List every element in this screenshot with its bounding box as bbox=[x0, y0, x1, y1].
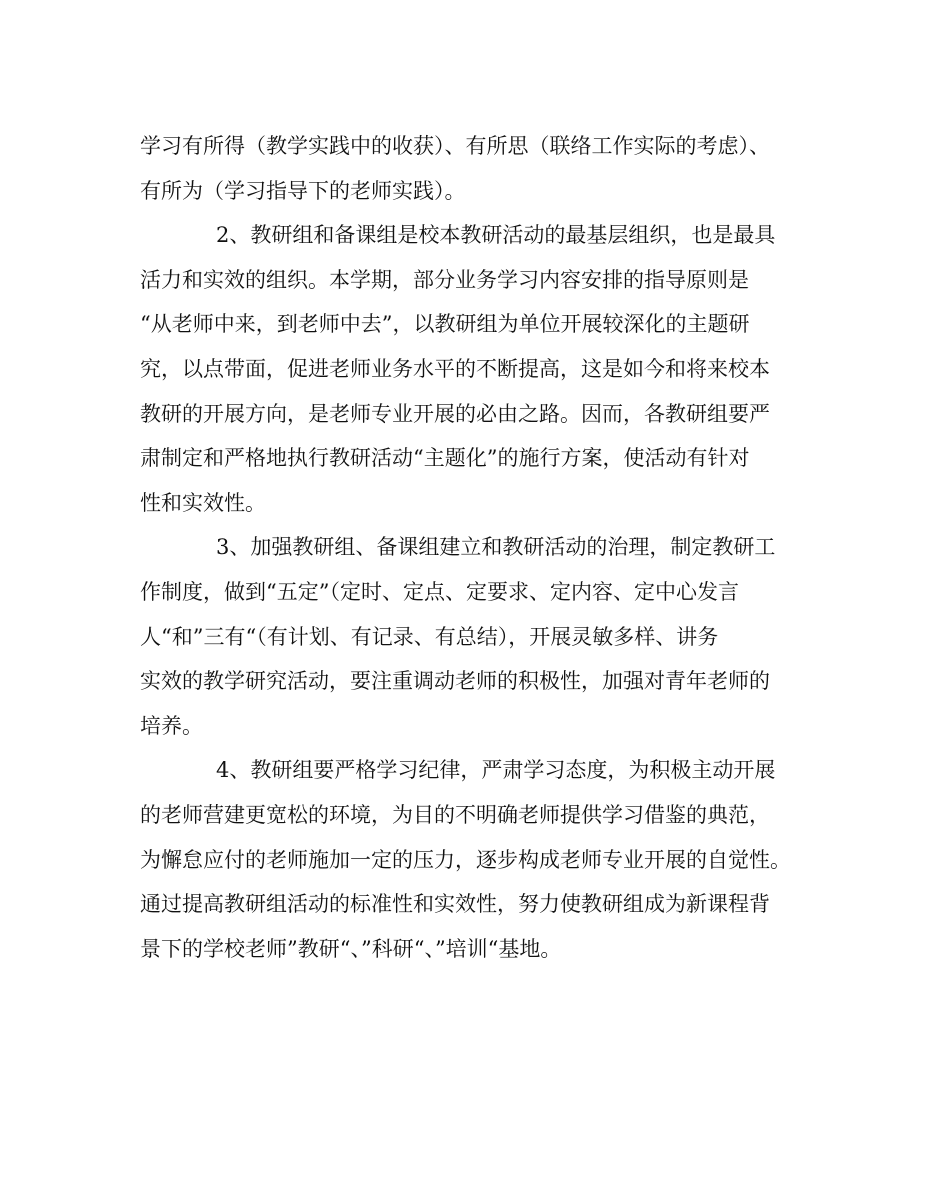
text-line: 究，以点带面，促进老师业务水平的不断提高，这是如今和将来校本 bbox=[140, 356, 770, 381]
text-line: 的老师营建更宽松的环境，为目的不明确老师提供学习借鉴的典范， bbox=[140, 802, 770, 827]
text-line: 4、教研组要严格学习纪律，严肃学习态度，为积极主动开展 bbox=[216, 758, 776, 783]
text-line: 2、教研组和备课组是校本教研活动的最基层组织，也是最具 bbox=[216, 223, 776, 248]
paragraph-4 bbox=[140, 748, 810, 971]
paragraph-1 bbox=[140, 124, 810, 213]
text-line: 培养。 bbox=[140, 713, 203, 738]
document-body bbox=[140, 124, 810, 971]
text-line: 教研的开展方向，是老师专业开展的必由之路。因而，各教研组要严 bbox=[140, 401, 770, 426]
text-line: 通过提高教研组活动的标准性和实效性，努力使教研组成为新课程背 bbox=[140, 892, 770, 917]
text-line: 学习有所得（教学实践中的收获）、有所思（联络工作实际的考虑）、 bbox=[140, 134, 770, 158]
text-line: 实效的教学研究活动，要注重调动老师的积极性，加强对青年老师的 bbox=[140, 669, 770, 694]
text-line: “从老师中来，到老师中去”，以教研组为单位开展较深化的主题研 bbox=[140, 312, 750, 337]
text-line: 有所为（学习指导下的老师实践）。 bbox=[140, 178, 466, 203]
text-line: 作制度，做到“五定”（定时、定点、定要求、定内容、定中心发言 bbox=[140, 579, 739, 604]
paragraph-2 bbox=[140, 213, 810, 525]
paragraph-3 bbox=[140, 525, 810, 748]
text-line: 人“和”三有“（有计划、有记录、有总结），开展灵敏多样、讲务 bbox=[140, 624, 719, 649]
text-line: 性和实效性。 bbox=[140, 490, 266, 515]
text-line: 3、加强教研组、备课组建立和教研活动的治理，制定教研工 bbox=[216, 535, 776, 560]
text-line: 为懈怠应付的老师施加一定的压力，逐步构成老师专业开展的自觉性。 bbox=[140, 847, 791, 872]
text-line: 活力和实效的组织。本学期，部分业务学习内容安排的指导原则是 bbox=[140, 267, 749, 292]
text-line: 肃制定和严格地执行教研活动“主题化”的施行方案，使活动有针对 bbox=[140, 446, 750, 471]
text-line: 景下的学校老师”教研“、”科研“、”培训“基地。 bbox=[140, 936, 562, 961]
